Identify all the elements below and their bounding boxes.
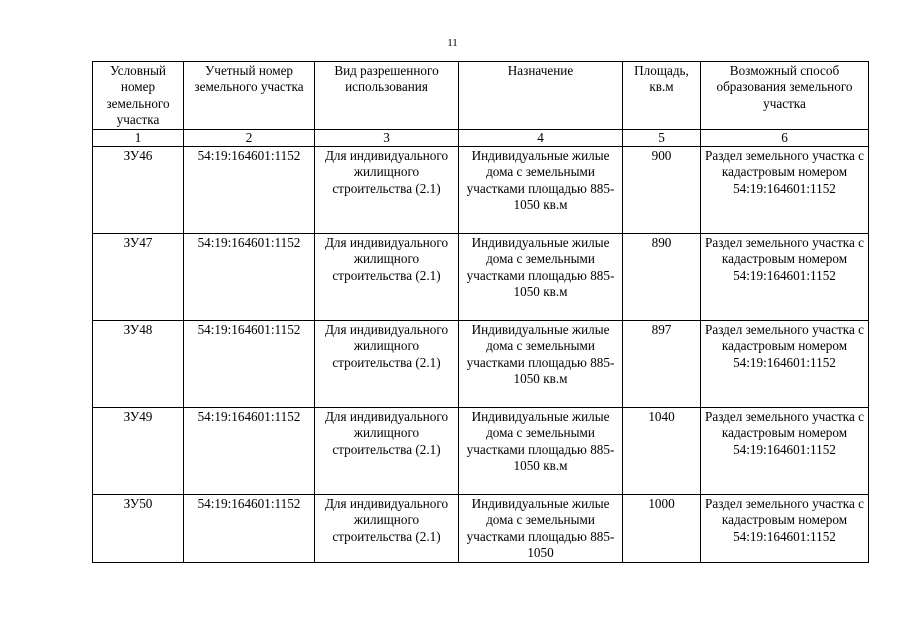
table-row [93, 408, 869, 495]
cell-purpose: Индивидуальные жилые дома с земельными участками площадью 885-1050 кв.м [459, 147, 623, 234]
cell-permitted-use: Для индивидуального жилищного строительства (2.1) [315, 321, 459, 408]
column-number: 5 [623, 130, 701, 147]
cell-plot-id: ЗУ47 [93, 234, 184, 321]
cell-area: 900 [623, 147, 701, 234]
cell-purpose: Индивидуальные жилые дома с земельными участками площадью 885-1050 кв.м [459, 234, 623, 321]
column-number: 1 [93, 130, 184, 147]
cell-formation-method: Раздел земельного участка с кадастровым номером 54:19:164601:1152 [701, 234, 869, 321]
cell-plot-id: ЗУ48 [93, 321, 184, 408]
table-row [93, 234, 869, 321]
column-number: 2 [184, 130, 315, 147]
page-number: 11 [447, 37, 458, 49]
table-row [93, 147, 869, 234]
cell-cadastral-number: 54:19:164601:1152 [184, 321, 315, 408]
cell-plot-id: ЗУ50 [93, 495, 184, 563]
cell-area: 897 [623, 321, 701, 408]
header-conditional-number: Условный номер земельного участка [93, 62, 184, 130]
cell-area: 1000 [623, 495, 701, 563]
cell-purpose: Индивидуальные жилые дома с земельными участками площадью 885-1050 кв.м [459, 408, 623, 495]
column-number: 6 [701, 130, 869, 147]
cell-purpose: Индивидуальные жилые дома с земельными участками площадью 885-1050 [459, 495, 623, 563]
cell-purpose: Индивидуальные жилые дома с земельными участками площадью 885-1050 кв.м [459, 321, 623, 408]
table-header-row [93, 62, 869, 130]
cell-formation-method: Раздел земельного участка с кадастровым номером 54:19:164601:1152 [701, 321, 869, 408]
cell-cadastral-number: 54:19:164601:1152 [184, 408, 315, 495]
cell-cadastral-number: 54:19:164601:1152 [184, 234, 315, 321]
cell-area: 890 [623, 234, 701, 321]
cell-cadastral-number: 54:19:164601:1152 [184, 147, 315, 234]
cell-plot-id: ЗУ46 [93, 147, 184, 234]
header-formation-method: Возможный способ образования земельного участка [701, 62, 869, 130]
cell-plot-id: ЗУ49 [93, 408, 184, 495]
cell-area: 1040 [623, 408, 701, 495]
cell-permitted-use: Для индивидуального жилищного строительства (2.1) [315, 408, 459, 495]
cell-formation-method: Раздел земельного участка с кадастровым номером 54:19:164601:1152 [701, 408, 869, 495]
column-number: 3 [315, 130, 459, 147]
table-row [93, 495, 869, 563]
table-row [93, 321, 869, 408]
header-accounting-number: Учетный номер земельного участка [184, 62, 315, 130]
column-number-row [93, 130, 869, 147]
cell-formation-method: Раздел земельного участка с кадастровым номером 54:19:164601:1152 [701, 147, 869, 234]
cell-permitted-use: Для индивидуального жилищного строительства (2.1) [315, 234, 459, 321]
column-number: 4 [459, 130, 623, 147]
cell-permitted-use: Для индивидуального жилищного строительства (2.1) [315, 147, 459, 234]
header-area: Площадь, кв.м [623, 62, 701, 130]
cell-cadastral-number: 54:19:164601:1152 [184, 495, 315, 563]
cell-permitted-use: Для индивидуального жилищного строительства (2.1) [315, 495, 459, 563]
header-purpose: Назначение [459, 62, 623, 130]
cell-formation-method: Раздел земельного участка с кадастровым номером 54:19:164601:1152 [701, 495, 869, 563]
header-permitted-use: Вид разрешенного использования [315, 62, 459, 130]
land-plots-table [92, 61, 869, 563]
